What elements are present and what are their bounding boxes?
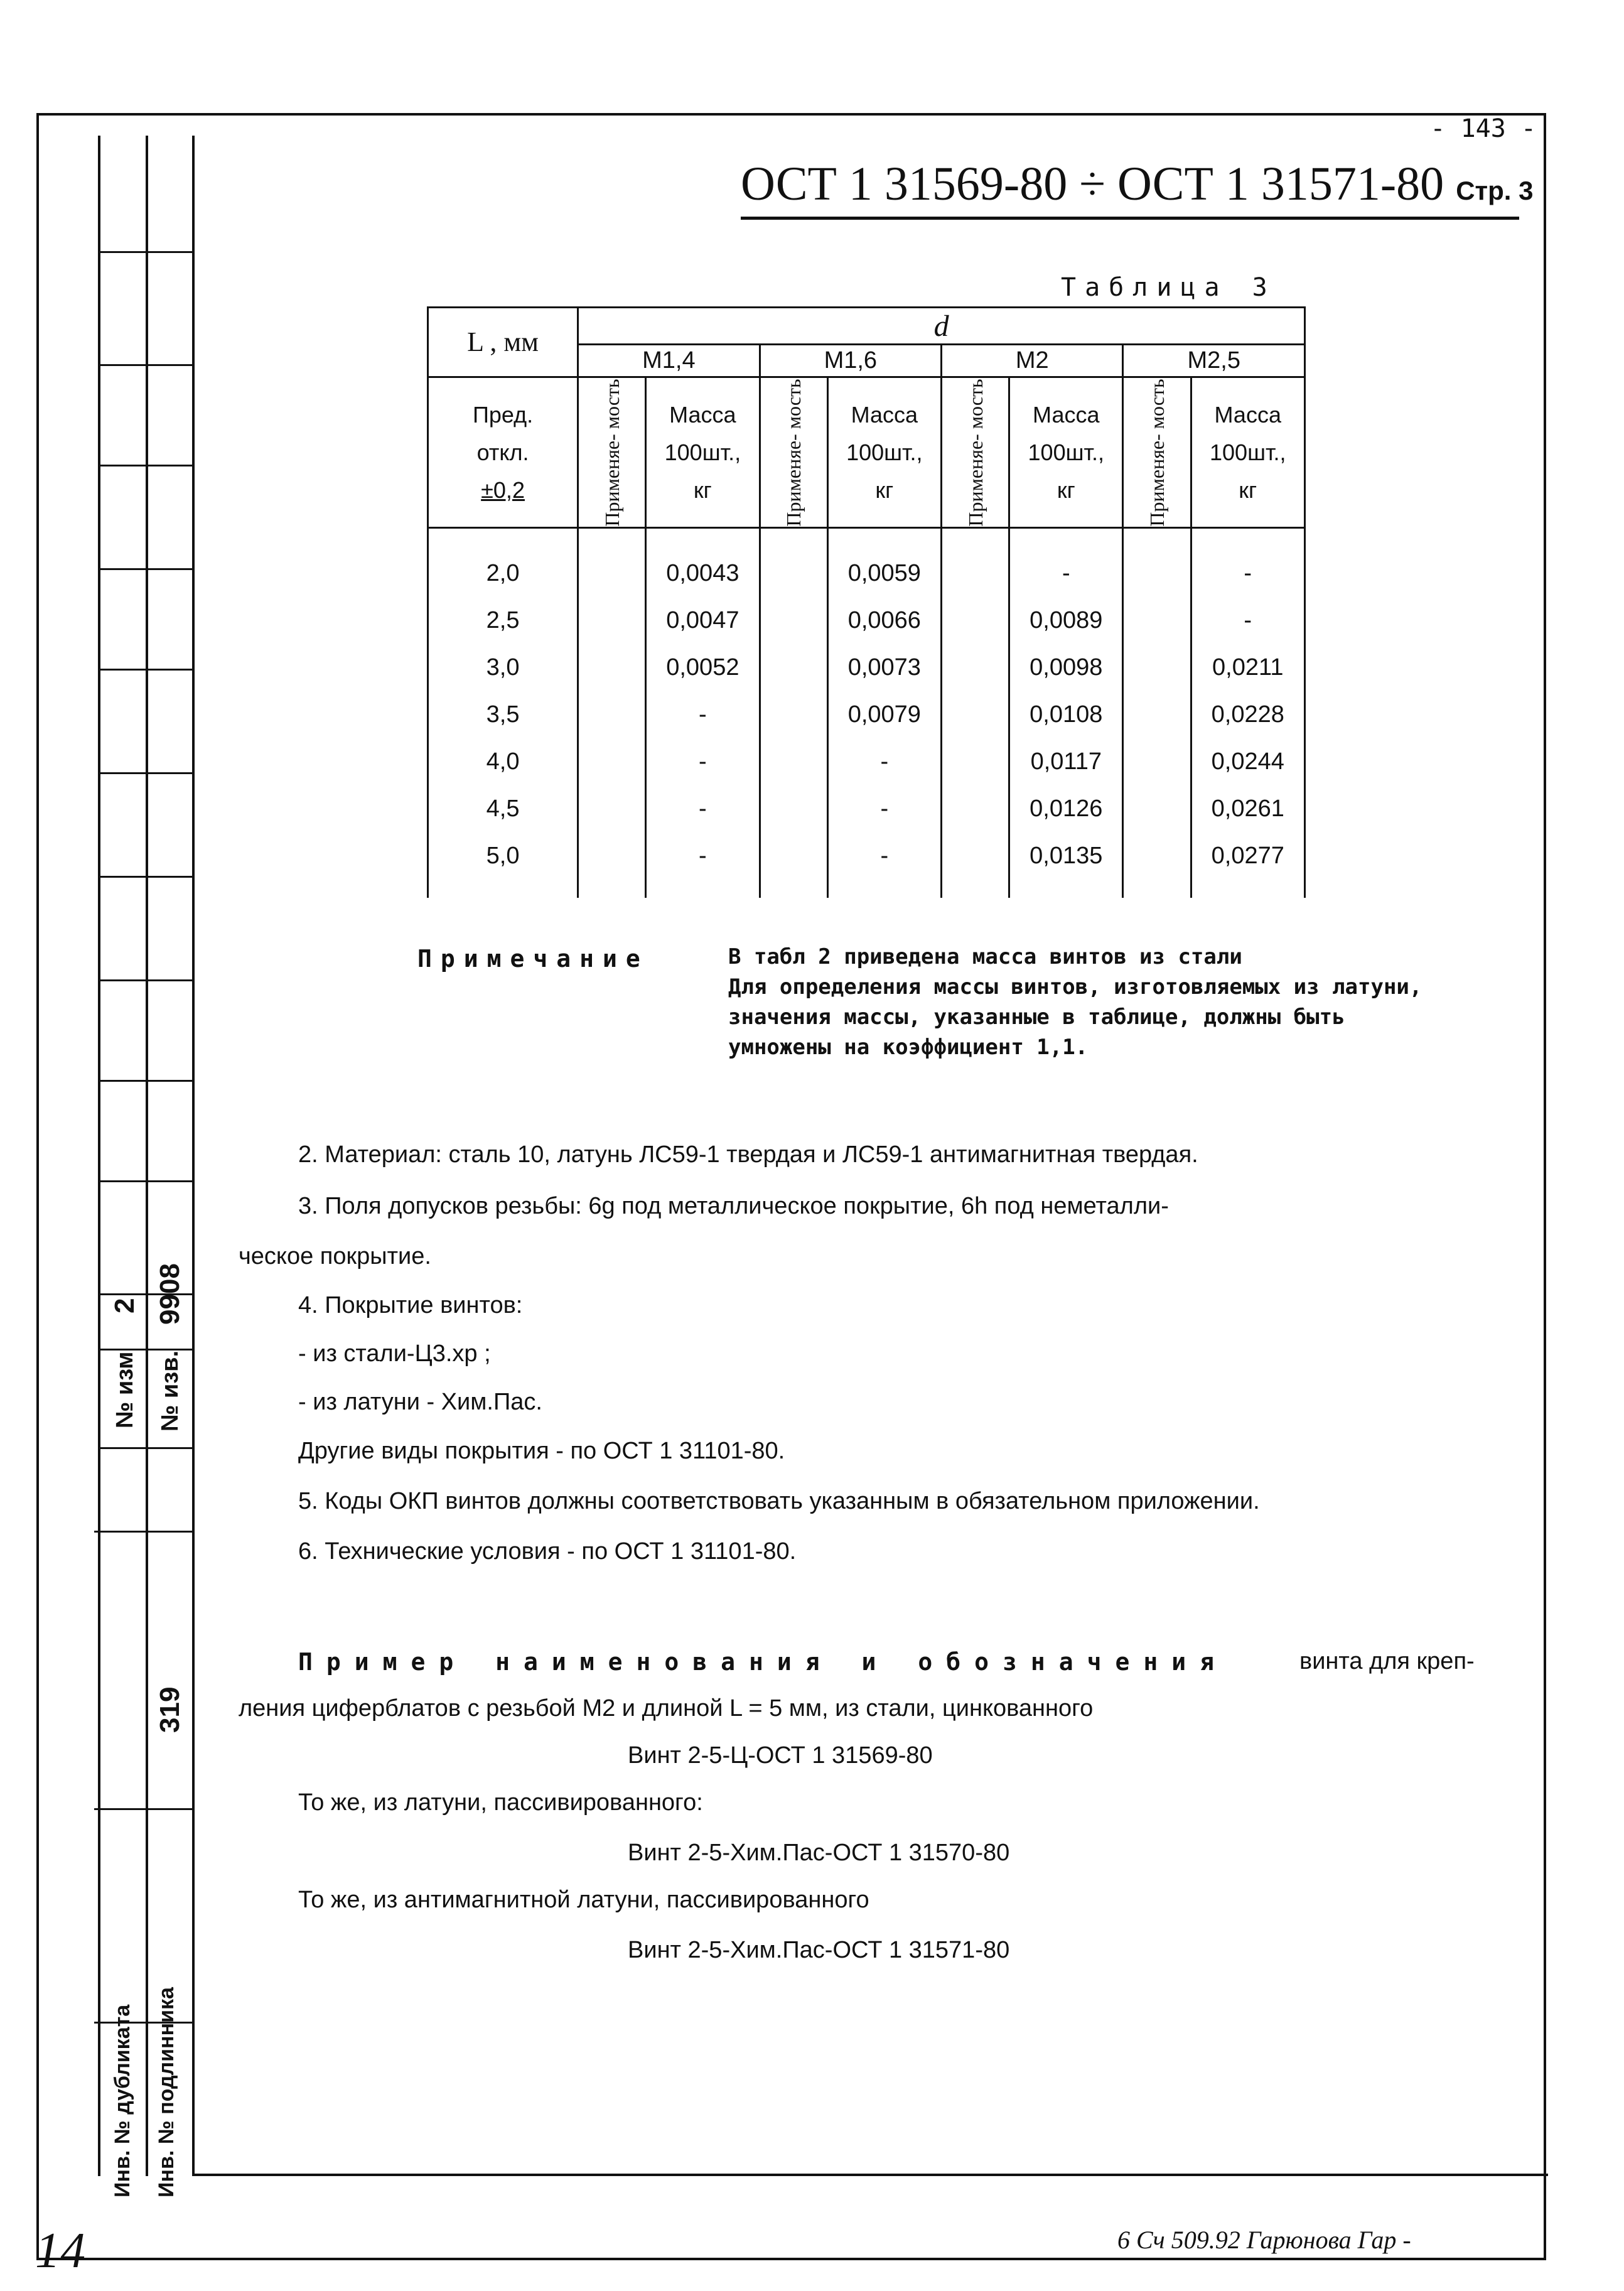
example-rest: винта для креп- xyxy=(1299,1648,1475,1674)
mass-column-m14: 0,0043 0,0047 0,0052 - - - - xyxy=(646,528,760,898)
applicability-header: Применяе- мость xyxy=(942,377,1009,528)
mass-column-m2: - 0,0089 0,0098 0,0108 0,0117 0,0126 0,0135 xyxy=(1009,528,1123,898)
duplicate-inv-label: Инв. № дубликата xyxy=(110,2004,134,2197)
note-text: В табл 2 приведена масса винтов из стали Для определения массы винтов, изготовляемых из латуни, значения массы, указанные в таблице, должны быть умножены на коэффициент 1,1. xyxy=(728,944,1422,1060)
original-inv-label: Инв. № подлинника xyxy=(154,1987,178,2197)
page-number: - 143 - xyxy=(1430,114,1536,143)
mass-table xyxy=(427,306,1306,898)
thread-m14: М1,4 xyxy=(578,345,760,377)
coating-brass: - из латуни - Хим.Пас. xyxy=(298,1389,542,1415)
applicability-column xyxy=(1123,528,1191,898)
length-header: L , мм xyxy=(428,308,578,377)
mass-column-m16: 0,0059 0,0066 0,0073 0,0079 - - - xyxy=(827,528,941,898)
applicability-header: Применяе- мость xyxy=(760,377,827,528)
margin-number: 14 xyxy=(35,2223,85,2278)
paragraph-okp: 5. Коды ОКП винтов должны соответствовать указанным в обязательном приложении. xyxy=(298,1488,1260,1514)
length-column: 2,0 2,5 3,0 3,5 4,0 4,5 5,0 xyxy=(428,528,578,898)
note-label: Примечание xyxy=(417,945,649,973)
example-code-2: Винт 2-5-Хим.Пас-ОСТ 1 31570-80 xyxy=(628,1840,1010,1866)
mass-header: Масса 100шт., кг xyxy=(827,377,941,528)
change-number-label: № изм xyxy=(112,1351,138,1428)
notice-number-label: № изв. xyxy=(157,1350,183,1431)
example-code-1: Винт 2-5-Ц-ОСТ 1 31569-80 xyxy=(628,1742,933,1769)
tolerance-header: Пред. откл. ±0,2 xyxy=(428,377,578,528)
example-same-3: То же, из антимагнитной латуни, пассивированного xyxy=(298,1887,869,1913)
applicability-header: Применяе- мость xyxy=(578,377,646,528)
paragraph-conditions: 6. Технические условия - по ОСТ 1 31101-80. xyxy=(298,1538,797,1565)
example-line2: ления циферблатов с резьбой М2 и длиной L = 5 мм, из стали, цинкованного xyxy=(239,1695,1094,1722)
thread-m16: М1,6 xyxy=(760,345,941,377)
applicability-column xyxy=(760,528,827,898)
notice-number: 9908 xyxy=(154,1263,185,1325)
example-same-2: То же, из латуни, пассивированного: xyxy=(298,1789,703,1816)
diameter-header: d xyxy=(578,308,1305,345)
thread-m25: М2,5 xyxy=(1123,345,1305,377)
thread-m2: М2 xyxy=(942,345,1123,377)
mass-header: Масса 100шт., кг xyxy=(1009,377,1123,528)
coating-other: Другие виды покрытия - по ОСТ 1 31101-80. xyxy=(298,1438,785,1464)
example-code-3: Винт 2-5-Хим.Пас-ОСТ 1 31571-80 xyxy=(628,1937,1010,1963)
stamp-column xyxy=(98,136,192,2176)
paragraph-material: 2. Материал: сталь 10, латунь ЛС59-1 твердая и ЛС59-1 антимагнитная твердая. xyxy=(298,1141,1198,1168)
mass-header: Масса 100шт., кг xyxy=(646,377,760,528)
applicability-column xyxy=(942,528,1009,898)
table-caption: Таблица 3 xyxy=(1061,273,1276,302)
standard-title xyxy=(741,157,1534,220)
inventory-number: 319 xyxy=(154,1686,185,1733)
standard-number: ОСТ 1 31569-80 ÷ ОСТ 1 31571-80 xyxy=(741,158,1444,210)
example-label: Пример наименования и обозначения xyxy=(298,1648,1228,1676)
paragraph-coating: 4. Покрытие винтов: xyxy=(298,1292,523,1318)
applicability-header: Применяе- мость xyxy=(1123,377,1191,528)
mass-column-m25: - - 0,0211 0,0228 0,0244 0,0261 0,0277 xyxy=(1191,528,1305,898)
mass-header: Масса 100шт., кг xyxy=(1191,377,1305,528)
change-number: 2 xyxy=(109,1298,140,1313)
coating-steel: - из стали-Ц3.хр ; xyxy=(298,1340,491,1367)
revision-stamp: 6 Сч 509.92 Гарюнова Гар - xyxy=(1117,2226,1411,2254)
page-label: Стр. 3 xyxy=(1456,176,1534,205)
paragraph-tolerance: 3. Поля допусков резьбы: 6g под металлическое покрытие, 6h под неметалли- xyxy=(298,1193,1169,1219)
applicability-column xyxy=(578,528,646,898)
paragraph-tolerance-cont: ческое покрытие. xyxy=(239,1243,431,1269)
